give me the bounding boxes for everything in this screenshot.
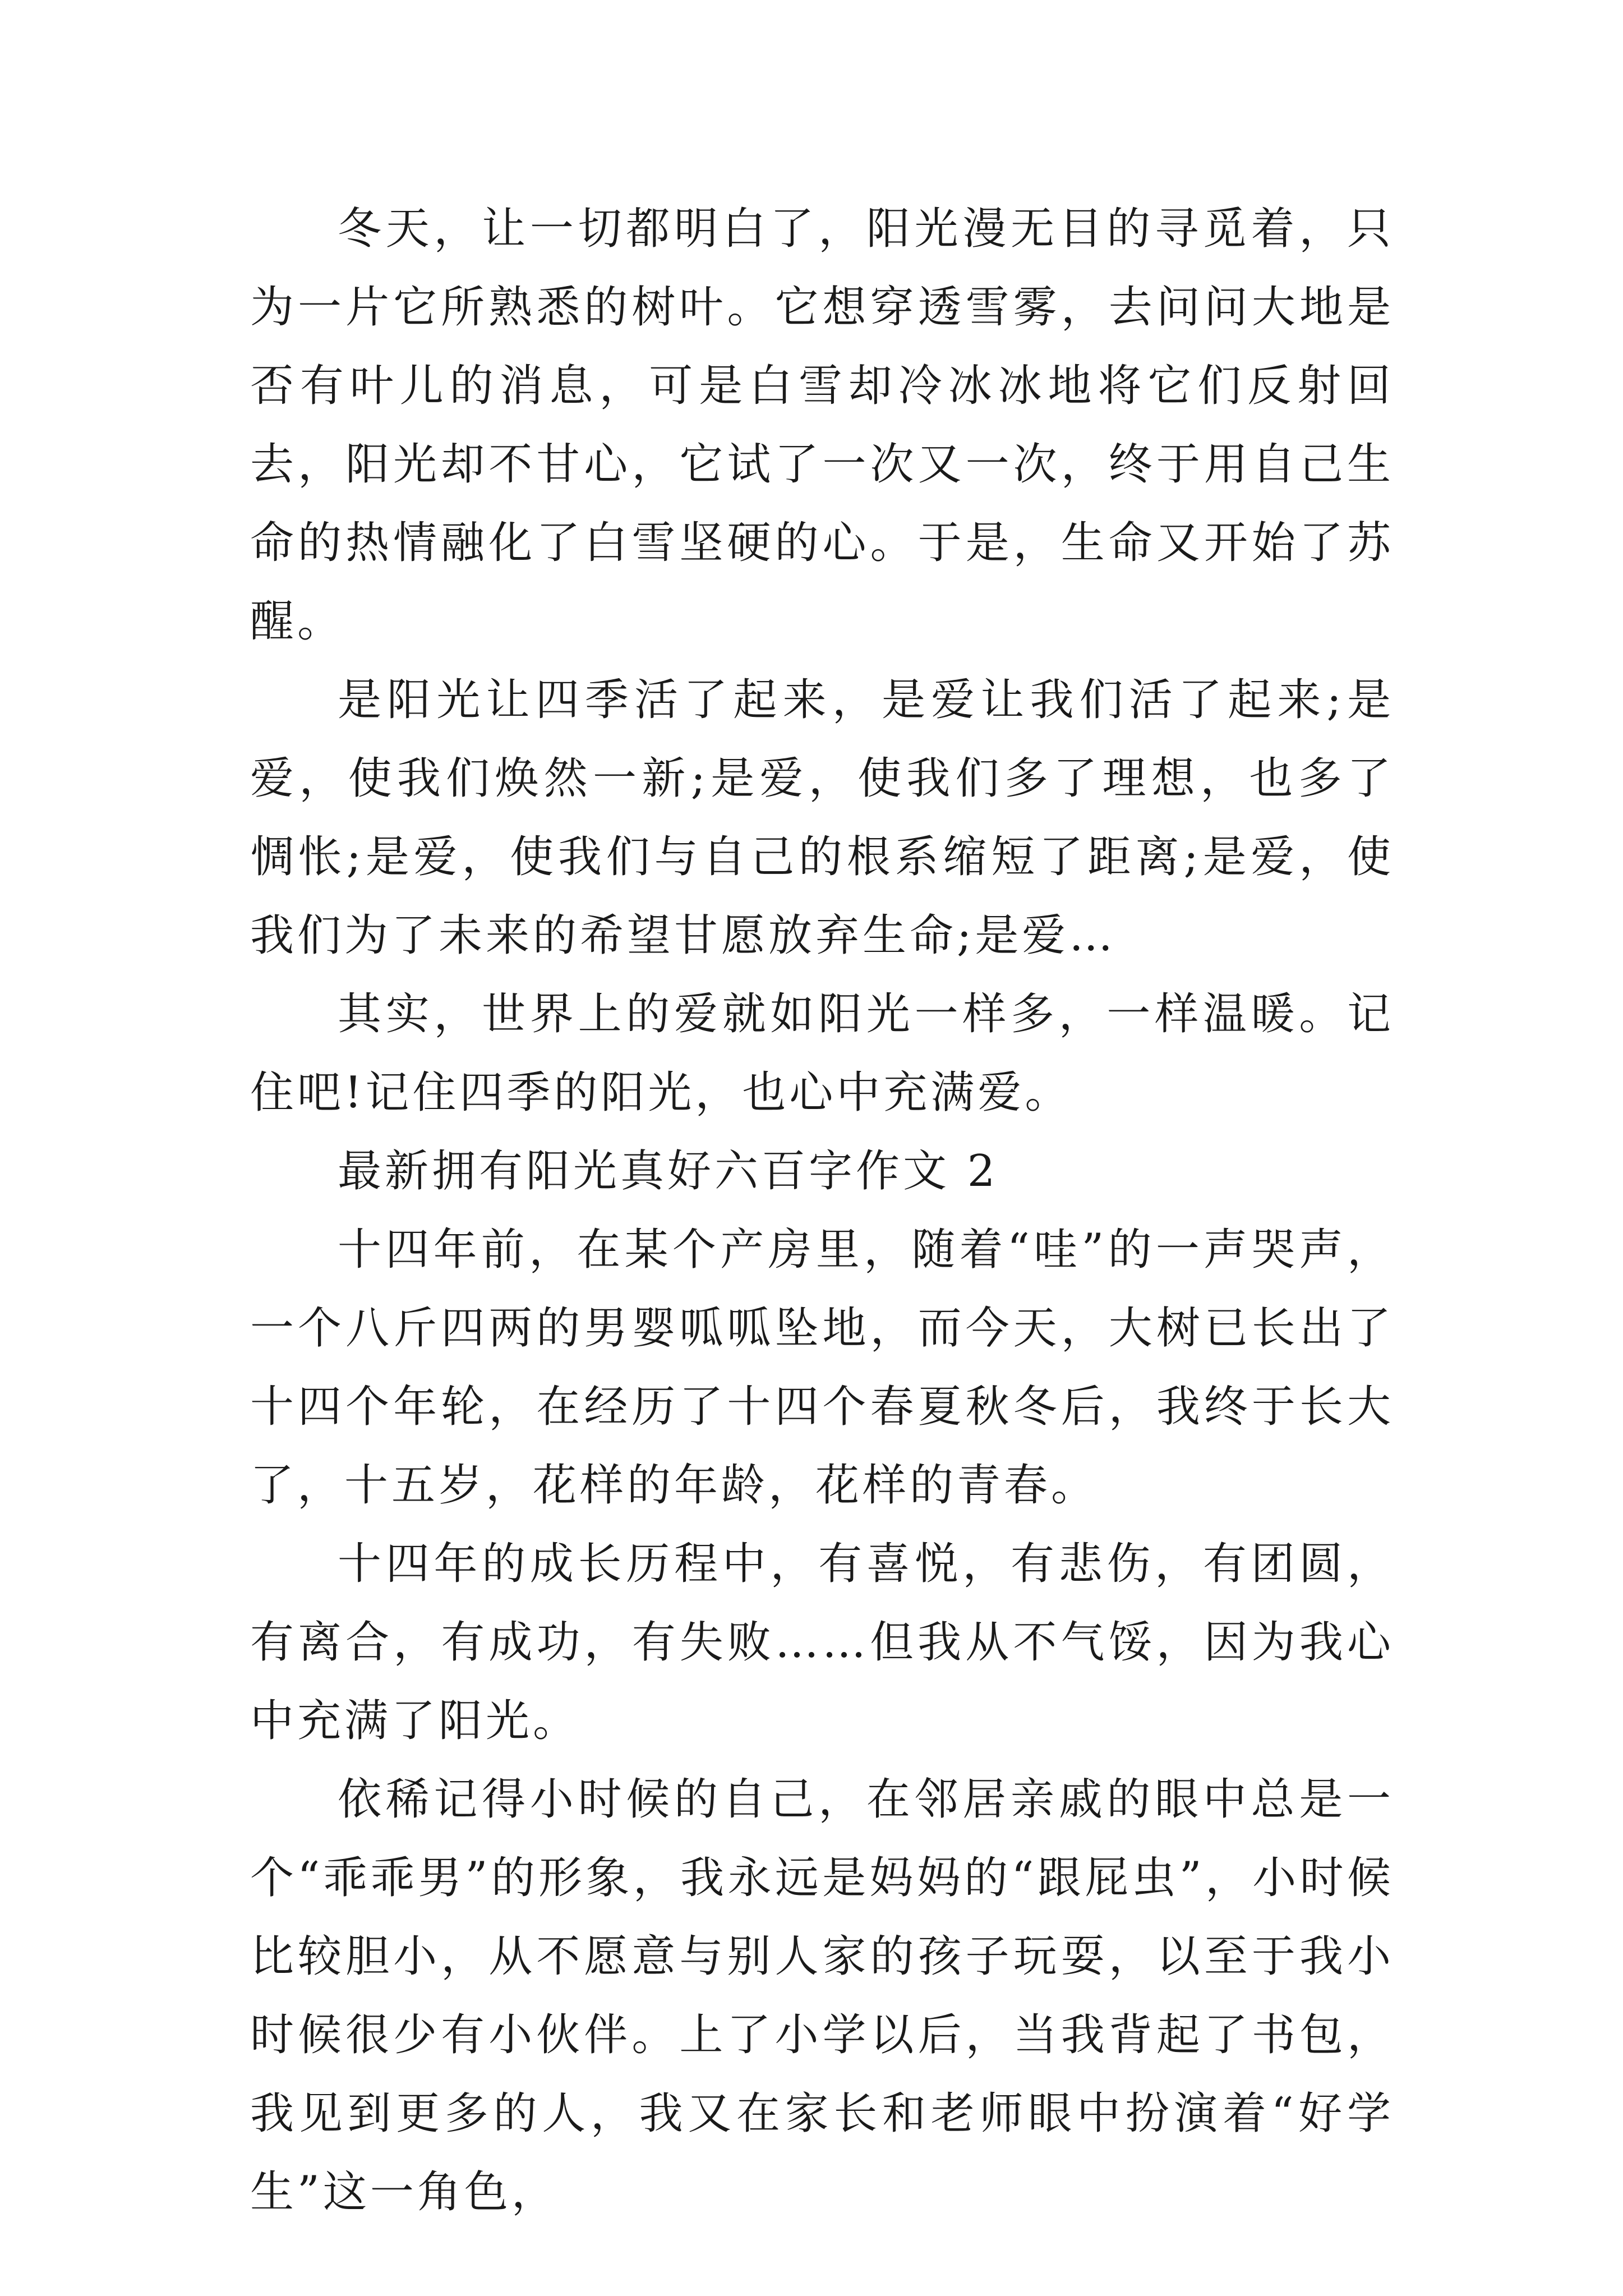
essay-heading: 最新拥有阳光真好六百字作文 2 xyxy=(338,1146,999,1197)
paragraph-childhood-memory: 依稀记得小时候的自己，在邻居亲戚的眼中总是一个“乖乖男”的形象，我永远是妈妈的“跟屁虫”，小时候比较胆小，从不愿意与别人家的孩子玩耍，以至于我小时候很少有小伙伴。上了小学以后，当我背起了书包，我见到更多的人，我又在家长和老师眼中扮演着“好学生”这一角色， xyxy=(250,1774,1394,2217)
paragraph-fourteen-years-ago: 十四年前，在某个产房里，随着“哇”的一声哭声，一个八斤四两的男婴呱呱坠地，而今天，大树已长出了十四个年轮，在经历了十四个春夏秋冬后，我终于长大了，十五岁，花样的年龄，花样的青春。 xyxy=(250,1225,1394,1511)
paragraph-winter-sunlight: 冬天，让一切都明白了，阳光漫无目的寻觅着，只为一片它所熟悉的树叶。它想穿透雪雾，去问问大地是否有叶儿的消息，可是白雪却冷冰冰地将它们反射回去，阳光却不甘心，它试了一次又一次，终于用自己生命的热情融化了白雪坚硬的心。于是，生命又开始了苏醒。 xyxy=(250,204,1394,647)
document-body xyxy=(250,190,1394,2231)
paragraph-growth-journey: 十四年的成长历程中，有喜悦，有悲伤，有团圆，有离合，有成功，有失败……但我从不气馁，因为我心中充满了阳光。 xyxy=(250,1539,1394,1746)
paragraph-world-love: 其实，世界上的爱就如阳光一样多，一样温暖。记住吧!记住四季的阳光，也心中充满爱。 xyxy=(250,989,1394,1118)
paragraph-sunlight-love: 是阳光让四季活了起来，是爱让我们活了起来;是爱，使我们焕然一新;是爱，使我们多了理想，也多了惆怅;是爱，使我们与自己的根系缩短了距离;是爱，使我们为了未来的希望甘愿放弃生命;是爱… xyxy=(250,675,1394,961)
